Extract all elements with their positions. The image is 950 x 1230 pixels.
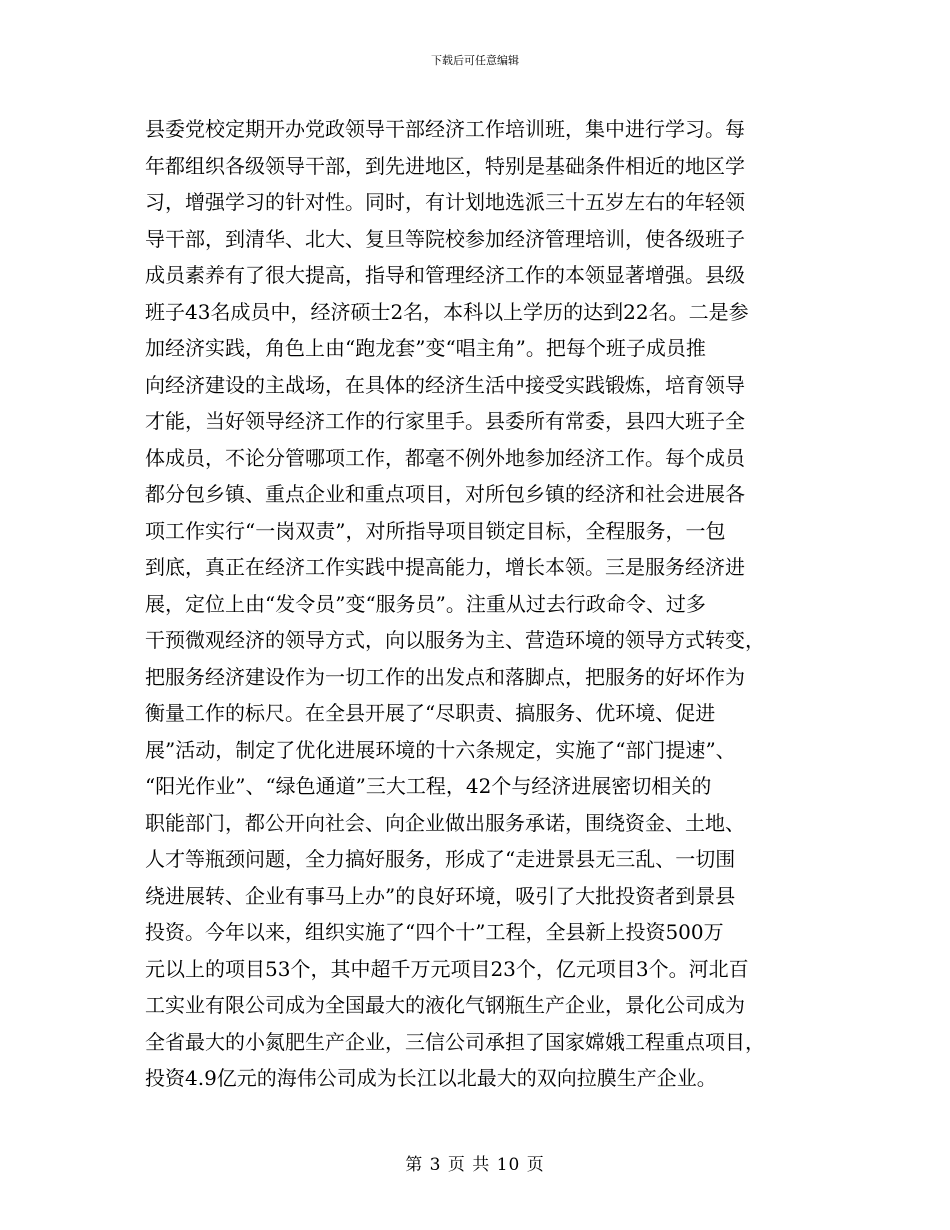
- body-line-4: 导干部，到清华、北大、复旦等院校参加经济管理培训，使各级班子: [145, 226, 745, 251]
- body-line-19: “阳光作业”、“绿色通道”三大工程，42个与经济进展密切相关的: [145, 774, 712, 798]
- body-line-16: 把服务经济建设作为一切工作的出发点和落脚点，把服务的好坏作为: [145, 664, 745, 689]
- body-line-13: 到底，真正在经济工作实践中提高能力，增长本领。三是服务经济进: [145, 555, 745, 579]
- body-line-20: 职能部门，都公开向社会、向企业做出服务承诺，围绕资金、土地、: [145, 810, 745, 835]
- body-line-11: 都分包乡镇、重点企业和重点项目，对所包乡镇的经济和社会进展各: [145, 482, 745, 506]
- body-line-24: 元以上的项目53个，其中超千万元项目23个，亿元项目3个。河北百: [145, 956, 749, 981]
- body-line-17: 衡量工作的标尺。在全县开展了“尽职责、搞服务、优环境、促进: [145, 701, 716, 725]
- body-text: [145, 111, 815, 1097]
- body-line-10: 体成员，不论分管哪项工作，都毫不例外地参加经济工作。每个成员: [145, 445, 745, 470]
- body-line-12: 项工作实行“一岗双责”，对所指导项目锁定目标，全程服务，一包: [145, 518, 726, 543]
- page-header: 下载后可任意编辑: [431, 54, 519, 67]
- body-line-14: 展，定位上由“发令员”变“服务员”。注重从过去行政命令、过多: [145, 591, 706, 616]
- body-line-5: 成员素养有了很大提高，指导和管理经济工作的本领显著增强。县级: [145, 263, 745, 287]
- body-line-26: 全省最大的小氮肥生产企业，三信公司承担了国家嫦娥工程重点项目，: [145, 1029, 765, 1054]
- body-line-7: 加经济实践，角色上由“跑龙套”变“唱主角”。把每个班子成员推: [145, 336, 706, 360]
- body-line-21: 人才等瓶颈问题，全力搞好服务，形成了“走进景县无三乱、一切围: [145, 847, 736, 871]
- body-line-23: 投资。今年以来，组织实施了“四个十”工程，全县新上投资500万: [145, 920, 724, 944]
- page-footer: 第 3 页 共 10 页: [405, 1155, 545, 1175]
- body-line-22: 绕进展转、企业有事马上办”的良好环境，吸引了大批投资者到景县: [145, 883, 736, 908]
- body-line-18: 展”活动，制定了优化进展环境的十六条规定，实施了“部门提速”、: [145, 737, 736, 762]
- body-line-25: 工实业有限公司成为全国最大的液化气钢瓶生产企业，景化公司成为: [145, 993, 745, 1017]
- body-line-1: 县委党校定期开办党政领导干部经济工作培训班，集中进行学习。每: [145, 117, 745, 141]
- body-line-9: 才能，当好领导经济工作的行家里手。县委所有常委，县四大班子全: [145, 409, 745, 433]
- body-line-2: 年都组织各级领导干部，到先进地区，特别是基础条件相近的地区学: [145, 153, 745, 178]
- body-line-8: 向经济建设的主战场，在具体的经济生活中接受实践锻炼，培育领导: [145, 372, 745, 397]
- body-line-27: 投资4.9亿元的海伟公司成为长江以北最大的双向拉膜生产企业。: [145, 1066, 717, 1090]
- body-line-6: 班子43名成员中，经济硕士2名，本科以上学历的达到22名。二是参: [145, 299, 749, 324]
- body-line-3: 习，增强学习的针对性。同时，有计划地选派三十五岁左右的年轻领: [145, 190, 745, 214]
- body-line-15: 干预微观经济的领导方式，向以服务为主、营造环境的领导方式转变，: [145, 628, 765, 652]
